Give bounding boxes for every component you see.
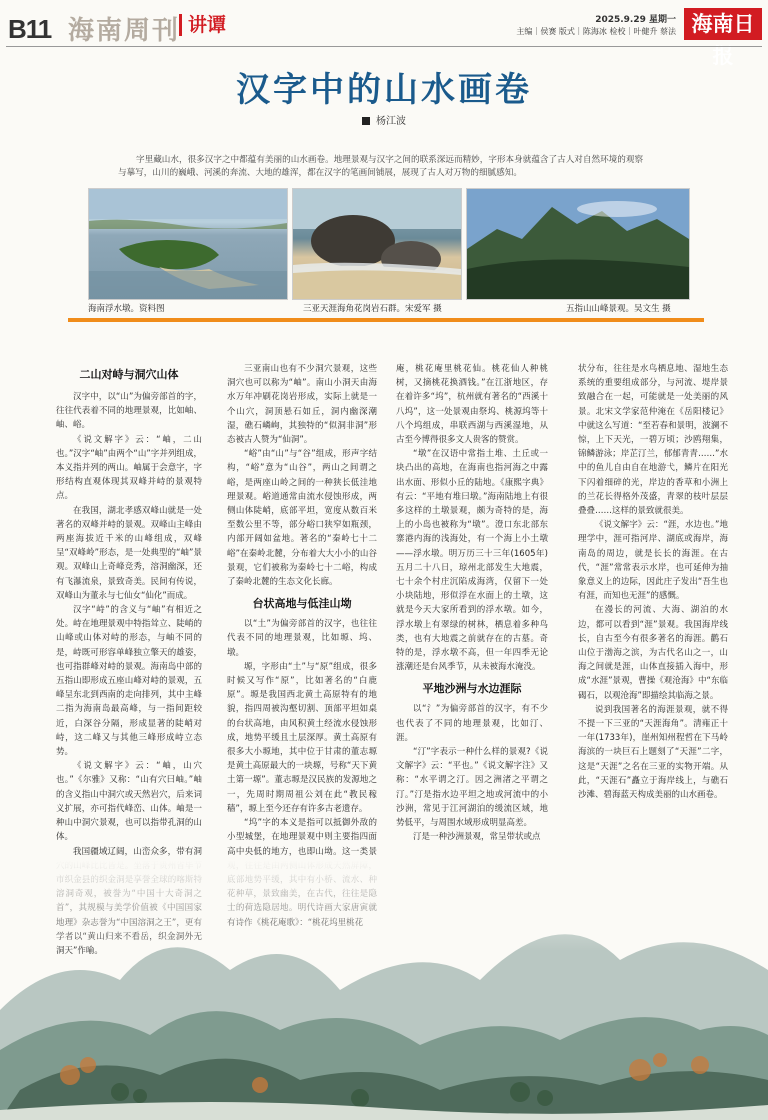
rocks-illustration (293, 189, 461, 299)
subheading-3: 平地沙洲与水边涯际 (422, 682, 522, 696)
editor-credits: 主编｜侯赛 版式｜陈海冰 检校｜叶健升 蔡法 (516, 27, 676, 36)
landscape-painting (0, 860, 768, 1120)
paragraph: 塬，字形由“土”与“原”组成，很多时候又写作“原”，比如著名的“白鹿原”。塬是我国西北黄土高原特有的地貌，指四周被沟壑切割、顶部平坦如桌的台状高地，由风积黄土经流水侵蚀形成，地势平缓且土层深厚。黄土高原有很多大小塬地，其中位于甘肃的董志塬是黄土高原最大的一块塬，号称“天下黄土第一塬”。董志塬是汉民族的发源地之一，先周时期周祖公刘在此“教民稼穑”，塬上至今还存有许多古老遗存。 (227, 661, 377, 814)
paragraph: 说到我国著名的海涯景观，就不得不提一下三亚的“天涯海角”。清雍正十一年(1733年)，崖州知州程哲在下马岭海滨的一块巨石上题刻了“天涯”二字，这是“天涯”之名在三亚的实物开端。从此，“天涯石”矗立于海岸线上，与礁石沙滩、碧海蓝天构成美丽的山水画卷。 (578, 704, 728, 801)
paragraph: “峪”由“山”与“谷”组成，形声字结构，“峪”意为“山谷”，两山之间谓之峪，是两座山岭之间的一种狭长低洼地理景观。峪道通常由流水侵蚀形成，两侧山体陡峭，底部平坦，宽度从数百米至数公里不等，部分峪口狭窄如瓶颈，内部开阔如盆地。著名的“秦岭七十二峪”在秦岭北麓，分布着大大小小的山谷景观，它们被称为秦岭七十二峪，构成了秦岭北麓的生态文化长廊。 (227, 449, 377, 588)
photo-fushui-dun (88, 188, 288, 300)
byline (0, 112, 768, 127)
header-meta (516, 14, 676, 38)
photo-caption-2: 三亚天涯海角花岗岩石群。宋爱军 摄 (303, 304, 442, 314)
subheading-2: 台状高地与低洼山坳 (252, 597, 352, 611)
column-3 (396, 362, 548, 845)
ink-landscape-illustration (0, 860, 768, 1120)
column-4 (578, 362, 728, 802)
article-intro: 字里藏山水，很多汉字之中都蕴有美丽的山水画卷。地理景观与汉字之间的联系深远而精妙，字形本身就蕴含了古人对自然环境的观察与摹写，山川的巍峨、河溪的奔流、大地的雄浑，都在汉字的笔画间铺展，展现了古人对万物的细腻感知。 (118, 155, 644, 178)
paragraph: 状分布，往往是水鸟栖息地、湿地生态系统的重要组成部分，与河流、堤岸景致融合在一起，可能就是一处美丽的风景。北宋文学家范仲淹在《岳阳楼记》中就这么写道：“至若春和景明，波澜不惊，上下天光，一碧万顷；沙鸥翔集，锦鳞游泳；岸芷汀兰，郁郁青青……”水中的鱼儿自由自在地游弋，鳞片在阳光下闪着细碎的光，岸边的香草和小洲上的兰花长得格外茂盛，青翠的枝叶层层叠叠……这样的景致就很美。 (578, 364, 728, 517)
paragraph: 以“氵”为偏旁部首的汉字，有不少也代表了不同的地理景观，比如汀、涯。 (396, 704, 548, 743)
island-illustration (89, 189, 287, 299)
article-title: 汉字中的山水画卷 (236, 70, 532, 110)
photo-caption-3: 五指山山峰景观。吴文生 摄 (566, 304, 671, 314)
mountain-illustration (467, 189, 689, 299)
paragraph: 汉字“峙”的含义与“岫”有相近之处。峙在地理景观中特指耸立、陡峭的山峰或山体对峙的形态，与岫不同的是，峙既可形容单峰独立擎天的雄姿，也可指群峰对峙的景观。海南岛中部的五指山即形成五座山峰对峙的景观，五峰呈东北到西南的走向排列，其中主峰二指为海南岛最高峰，与一指间距较近，白深谷分隔，形成显著的陡峭对峙，这二峰又与其他三峰形成峙立态势。 (56, 605, 202, 758)
photo-tianya-rocks (292, 188, 462, 300)
paragraph: 《说文解字》云：“涯，水边也。”地理学中，涯可指河岸、湖底或海岸，海南岛的周边，就是长长的海涯。在古代，“涯”常常表示水岸，也可延伸为抽象意义上的边际，因此庄子发出“吾生也有涯，而知也无涯”的感慨。 (578, 520, 728, 602)
paragraph: 庵，桃花庵里桃花仙。桃花仙人种桃树，又摘桃花换酒钱。”在江浙地区，存在着许多“坞”，杭州就有著名的“西溪十八坞”，这一处景观由祭坞、桃源坞等十八个坞组成，串联西湖与西溪湿地，从古至今博得很多文人贵客的赞赏。 (396, 364, 548, 446)
paragraph: 在漫长的河流、大海、湖泊的水边，都可以看到“涯”景观。我国海岸线长，自古至今有很多著名的海涯。鹳石山位于渤海之滨，为古代名山之一，山海之间就是涯，山体直接插入海中，形成“水涯”景观，曹操《观沧海》中“东临碣石，以观沧海”即描绘其临海之景。 (578, 605, 728, 701)
byline-square-icon (362, 117, 370, 125)
paragraph: 在我国，湖北孝感双峰山就是一处著名的双峰并峙的景观。双峰山主峰由两座海拔近千米的山峰组成，双峰呈“双峰岭”形态，是一处典型的“岫”景观。双峰山上奇峰竞秀，溶洞幽深，还有飞瀑流泉，景致奇美。民间有传说，双峰山为董永与七仙女“仙化”而成。 (56, 505, 202, 601)
weekly-logo: 海南周刊 (68, 16, 181, 46)
paragraph: “墩”在汉语中常指土堆、土丘或一块凸出的高地，在海南也指河海之中露出水面、形似小丘的陆地。《康熙字典》有云：“平地有堆曰墩。”海南陆地上有很多这样的土墩景观，颇为奇特的是，海上的小岛也被称为“墩”。澄口东北部东寨港内海的浅海处，有一个海上小土墩——浮水墩。明万历三十三年(1605年)五月二十八日，琼州北部发生大地震，七十余个村庄沉陷成海湾，仅留下一处小块陆地，形似浮在水面上的土墩，这就是今天大家所看到的浮水墩。如今，浮水墩上有翠绿的树林，栖息着多种鸟类，也有大地震之前就存在的古墓。奇特的是，浮水墩不高，但一年四季无论涨潮还是台风季节，从未被海水淹没。 (396, 449, 548, 673)
paragraph: “坞”字的本义是指可以抵御外敌的小型城堡，在地理景观中则主要指四面高中央低的地方，也即山坳。这一类景 (227, 818, 377, 857)
issue-date: 2025.9.29 星期一 (595, 15, 676, 25)
paragraph: 汉字中，以“山”为偏旁部首的字，往往代表着不同的地理景观，比如岫、岫、峪。 (56, 392, 202, 431)
column-2 (227, 362, 377, 930)
newspaper-logo: 海南日报 (684, 8, 762, 40)
paragraph: 汀是一种沙洲景观，常呈带状或点 (413, 832, 541, 843)
paragraph: 我国疆域辽阔，山峦众多，带有洞 (73, 846, 202, 857)
photo-wuzhishan (466, 188, 690, 300)
masthead (0, 0, 768, 68)
subheading-1: 二山对峙与洞穴山体 (79, 368, 179, 381)
paragraph: “汀”字表示一种什么样的景观?《说文解字》云：“平也。”《说文解字注》又称：“水平谓之汀。因之洲渚之平谓之汀。”汀是指水边平坦之地或河流中的小沙洲，常见于江河湖泊的缓流区域，地势低平，与周围水域形成明显高差。 (396, 747, 548, 829)
paragraph: 《说文解字》云：“岫，山穴也。”《尔雅》又称：“山有穴曰岫。”岫的含义指山中洞穴或天然岩穴，后来词义扩展，亦可指代峰峦、山体。岫是一种山中洞穴景观，也可以指带孔洞的山体。 (56, 761, 202, 843)
page-number: B11 (8, 14, 52, 44)
paragraph: 以“土”为偏旁部首的汉字，也往往代表不同的地理景观，比如塬、坞、墩。 (227, 619, 377, 658)
section-tag: 讲谭 (179, 14, 226, 36)
author-name: 杨江波 (376, 116, 406, 127)
paragraph: 三亚南山也有不少洞穴景观，这些洞穴也可以称为“岫”。南山小洞天由海水万年冲刷花岗岩形成，实际上就是一个山穴，洞顶悬石如丘，洞内幽深潮湿，礁石嶙峋，其独特的“似洞非洞”形态被古人赞为“仙洞”。 (227, 364, 377, 446)
photo-caption-1: 海南浮水墩。资料图 (88, 304, 165, 314)
orange-divider (68, 318, 704, 322)
header-divider (6, 46, 762, 47)
paragraph: 《说文解字》云：“岫，二山也。”汉字“岫”由两个“山”字并列组成，本义指并列的两山。岫属于会意字，字形结构直观体现其双峰并峙的景观特点。 (56, 434, 202, 502)
